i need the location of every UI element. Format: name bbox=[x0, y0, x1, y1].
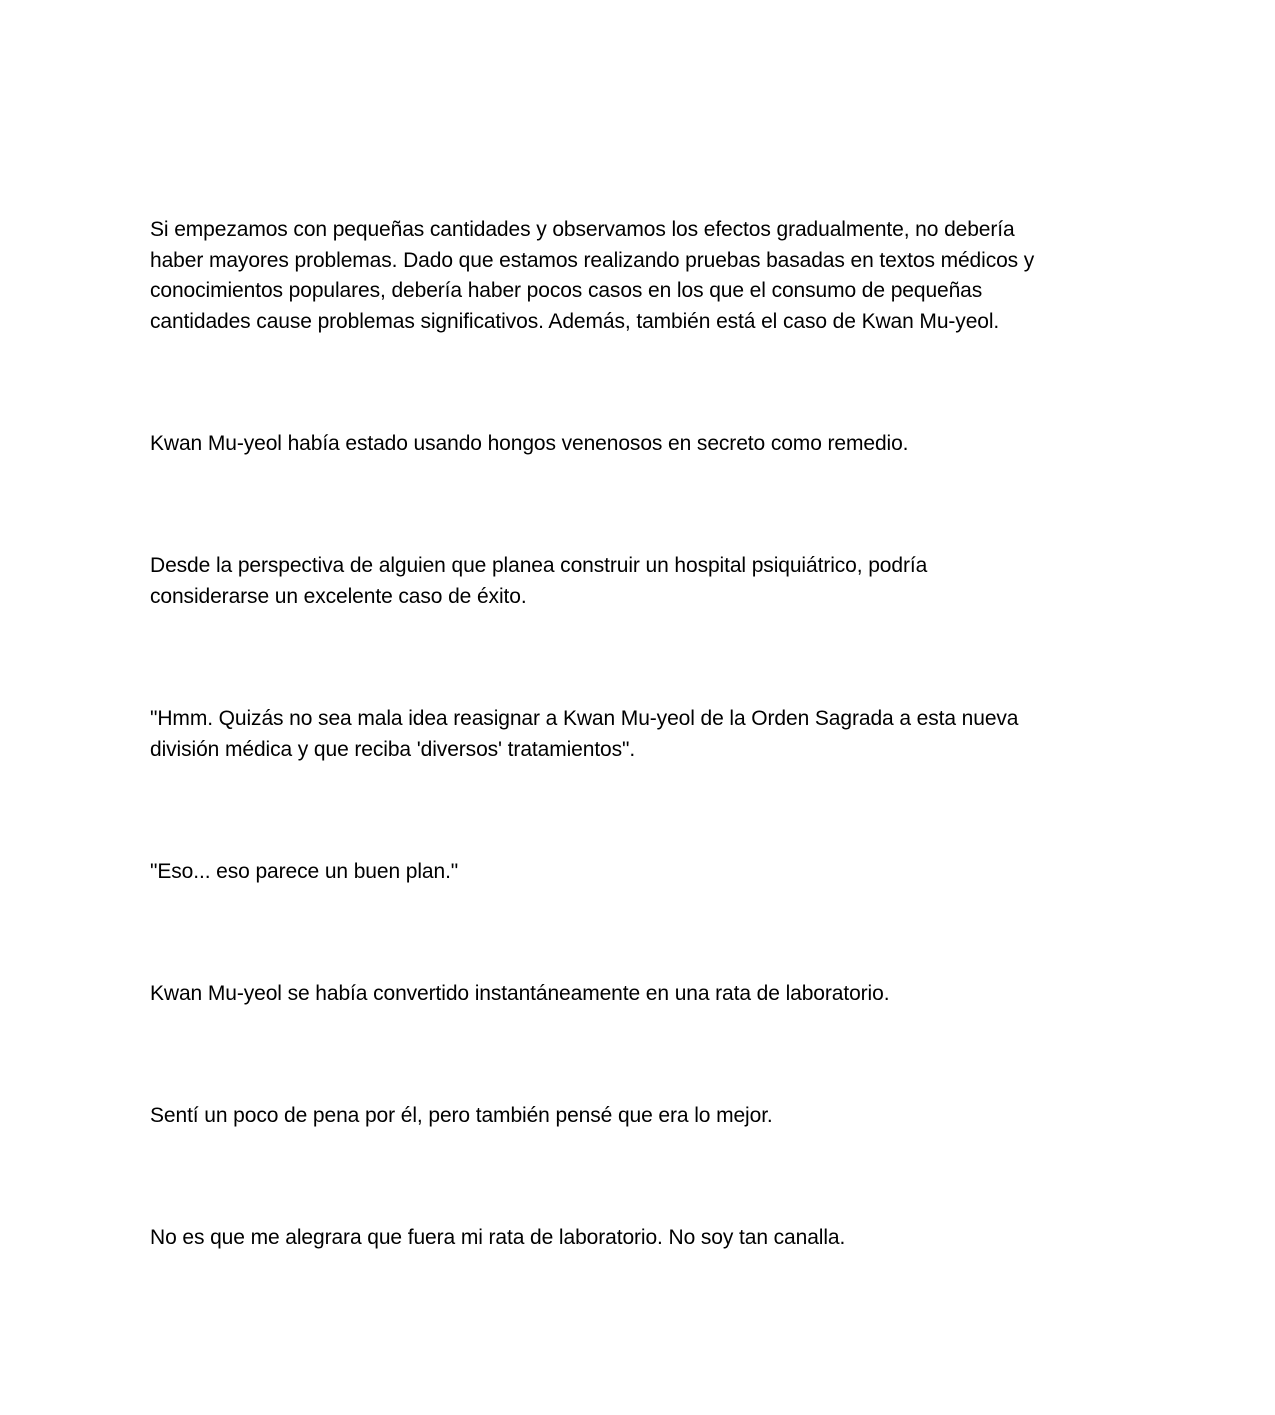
paragraph-line: "Eso... eso parece un buen plan." bbox=[150, 860, 459, 883]
paragraph-line: haber mayores problemas. Dado que estamos realizando pruebas basadas en textos médicos y bbox=[150, 248, 1035, 272]
paragraph-line: división médica y que reciba 'diversos' tratamientos". bbox=[150, 737, 636, 761]
paragraph-4 bbox=[150, 704, 1125, 765]
paragraph-line: Kwan Mu-yeol se había convertido instantáneamente en una rata de laboratorio. bbox=[150, 982, 890, 1005]
paragraph-line: "Hmm. Quizás no sea mala idea reasignar a Kwan Mu-yeol de la Orden Sagrada a esta nueva bbox=[150, 707, 1019, 730]
paragraph-5 bbox=[150, 857, 1125, 888]
paragraph-line: considerarse un excelente caso de éxito. bbox=[150, 584, 527, 608]
paragraph-line: Si empezamos con pequeñas cantidades y observamos los efectos gradualmente, no debería bbox=[150, 218, 1015, 241]
paragraph-6 bbox=[150, 979, 1125, 1010]
paragraph-8 bbox=[150, 1223, 1125, 1254]
paragraph-line: Kwan Mu-yeol había estado usando hongos venenosos en secreto como remedio. bbox=[150, 432, 909, 455]
paragraph-line: conocimientos populares, debería haber pocos casos en los que el consumo de pequeñas bbox=[150, 279, 983, 302]
paragraph-1 bbox=[150, 215, 1125, 337]
paragraph-line: No es que me alegrara que fuera mi rata de laboratorio. No soy tan canalla. bbox=[150, 1226, 846, 1249]
paragraph-line: Sentí un poco de pena por él, pero también pensé que era lo mejor. bbox=[150, 1104, 773, 1127]
paragraph-line: cantidades cause problemas significativos. Además, también está el caso de Kwan Mu-yeol. bbox=[150, 309, 1000, 333]
paragraph-3 bbox=[150, 551, 1125, 612]
paragraph-7 bbox=[150, 1101, 1125, 1132]
paragraph-line: Desde la perspectiva de alguien que planea construir un hospital psiquiátrico, podría bbox=[150, 554, 928, 577]
paragraph-2 bbox=[150, 429, 1125, 460]
